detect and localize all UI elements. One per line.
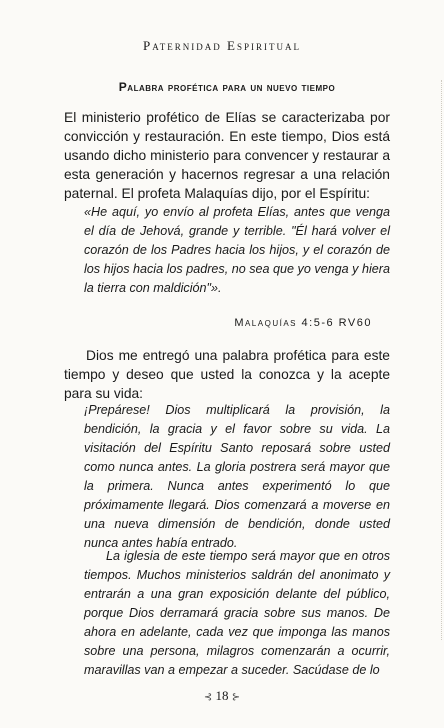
quote-1: «He aquí, yo envío al profeta Elías, antes que venga el día de Jehová, grande y terrible. "Él hará volver el corazón de los Padres hacia los hijos, y el corazón de los hijos hacia los padres, no sea que yo venga y hiera la tierra con maldición"». [84,205,390,295]
prophecy-paragraph-2: La iglesia de este tiempo será mayor que en otros tiempos. Muchos ministerios saldrán del anonimato y entrarán a una gran exposición delante del público, porque Dios derramará gracia sobre sus manos. De ahora en adelante, cada vez que imponga las manos sobre una persona, milagros comenzarán a ocurrir, maravillas van a empezar a suceder. Sacúdase de lo [84,549,390,677]
ornament-right-icon: ⊱ [231,692,241,703]
running-head: Paternidad Espiritual [143,38,301,53]
page-number: 18 [215,688,229,703]
section-title: Palabra profética para un nuevo tiempo [118,80,336,94]
paragraph-2: Dios me entregó una palabra profética para este tiempo y deseo que usted la conozca y la acepte para su vida: [64,348,390,401]
paragraph-1: El ministerio profético de Elías se caracterizaba por convicción y restauración. En este tiempo, Dios está usando dicho ministerio para convencer y restaurar a esta generación y hacernos regresar a una relación paternal. El profeta Malaquías dijo, por el Espíritu: [64,110,390,201]
quote-1-reference: Malaquías 4:5-6 RV60 [234,317,372,329]
prophecy-paragraph-1: ¡Prepárese! Dios multiplicará la provisión, la bendición, la gracia y el favor sobre su vida. La visitación del Espíritu Santo reposará sobre usted como nunca antes. La gloria postrera será mayor que la primera. Nunca antes experimentó lo que próximamente llegará. Dios comenzará a moverse en una nueva dimensión de bendición, donde usted nunca antes había entrado. [84,403,390,550]
page-number-footer [0,688,444,704]
page-edge-shadow [439,80,442,640]
ornament-left-icon: ⊰ [203,692,213,703]
